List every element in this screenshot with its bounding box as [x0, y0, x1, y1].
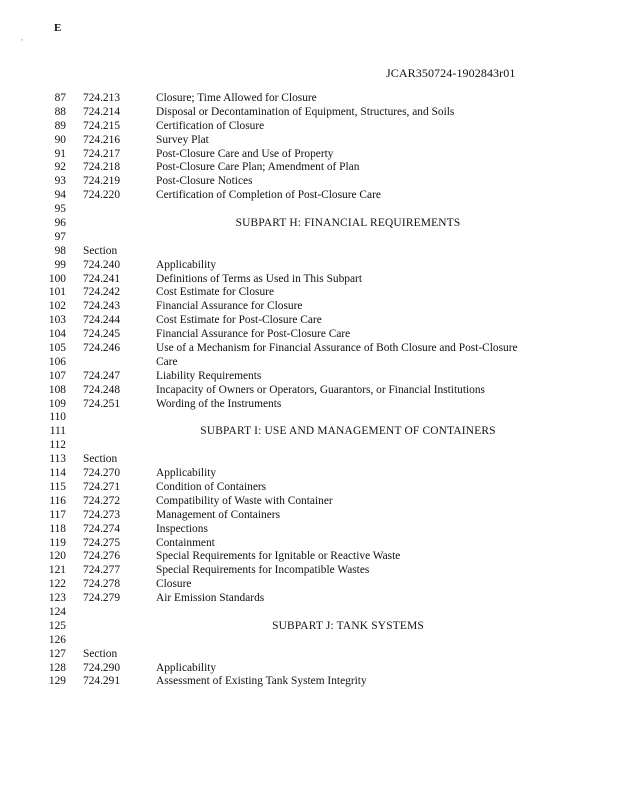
line-number: 95 [54, 203, 66, 216]
section-number: 724.243 [83, 300, 121, 313]
document-body [0, 92, 618, 689]
section-title: Applicability [156, 258, 217, 271]
section-number: 724.275 [83, 536, 121, 549]
section-number: 724.213 [83, 92, 121, 104]
line-number: 116 [49, 494, 66, 507]
section-title: Financial Assurance for Closure [156, 300, 303, 313]
line-number: 111 [49, 425, 66, 438]
line-number: 91 [54, 147, 66, 160]
section-column-label: Section [83, 647, 118, 660]
section-number: 724.274 [83, 522, 121, 535]
section-number: 724.273 [83, 508, 121, 521]
section-title: Cost Estimate for Post-Closure Care [156, 314, 322, 327]
document-line [0, 648, 618, 662]
document-line [0, 356, 618, 370]
subpart-heading: SUBPART J: TANK SYSTEMS [272, 619, 424, 632]
line-number: 103 [48, 314, 66, 327]
subpart-heading: SUBPART H: FINANCIAL REQUIREMENTS [235, 217, 461, 230]
section-number: 724.291 [83, 675, 121, 688]
section-title: Inspections [156, 522, 208, 535]
section-title: Compatibility of Waste with Container [156, 494, 333, 507]
document-line [0, 537, 618, 551]
tick-mark: , [21, 33, 23, 42]
line-number: 125 [48, 619, 66, 632]
section-title: Applicability [156, 661, 217, 674]
line-number: 106 [48, 355, 66, 368]
subpart-heading-line [0, 620, 618, 634]
line-number: 88 [54, 105, 66, 118]
section-title: Closure; Time Allowed for Closure [156, 92, 317, 104]
document-line [0, 495, 618, 509]
line-number: 101 [48, 286, 66, 299]
line-number: 92 [54, 161, 66, 174]
line-number: 100 [48, 272, 66, 285]
section-number: 724.272 [83, 494, 121, 507]
section-number: 724.240 [83, 258, 121, 271]
section-title: Post-Closure Care and Use of Property [156, 147, 334, 160]
line-number: 108 [48, 383, 66, 396]
section-title: Survey Plat [156, 133, 209, 146]
section-column-label: Section [83, 453, 118, 466]
line-number: 117 [49, 508, 66, 521]
section-title: Closure [156, 578, 192, 591]
line-number: 121 [48, 564, 66, 577]
document-line [0, 120, 618, 134]
section-title: Certification of Completion of Post-Closure Care [156, 189, 381, 202]
section-title: Applicability [156, 467, 217, 480]
section-title: Liability Requirements [156, 369, 262, 382]
line-number: 104 [48, 328, 66, 341]
section-title: Management of Containers [156, 508, 280, 521]
document-line [0, 259, 618, 273]
document-line [0, 175, 618, 189]
section-number: 724.219 [83, 175, 121, 188]
line-number: 127 [48, 647, 66, 660]
line-number: 114 [49, 467, 66, 480]
line-number: 112 [49, 439, 66, 452]
line-number: 107 [48, 369, 66, 382]
document-line [0, 245, 618, 259]
section-title: Post-Closure Notices [156, 175, 253, 188]
document-line [0, 161, 618, 175]
section-column-label: Section [83, 244, 118, 257]
section-number: 724.215 [83, 119, 121, 132]
document-line [0, 273, 618, 287]
line-number: 109 [48, 397, 66, 410]
subpart-heading: SUBPART I: USE AND MANAGEMENT OF CONTAINERS [200, 425, 496, 438]
section-number: 724.290 [83, 661, 121, 674]
line-number: 96 [54, 217, 66, 230]
section-number: 724.279 [83, 592, 121, 605]
section-title: Care [156, 355, 178, 368]
line-number: 126 [48, 633, 66, 646]
document-line [0, 92, 618, 106]
document-line [0, 314, 618, 328]
section-number: 724.217 [83, 147, 121, 160]
section-number: 724.216 [83, 133, 121, 146]
document-line [0, 106, 618, 120]
line-number: 102 [48, 300, 66, 313]
document-line [0, 411, 618, 425]
section-title: Incapacity of Owners or Operators, Guarantors, or Financial Institutions [156, 383, 485, 396]
section-number: 724.220 [83, 189, 121, 202]
section-number: 724.242 [83, 286, 121, 299]
section-title: Special Requirements for Ignitable or Reactive Waste [156, 550, 401, 563]
line-number: 99 [54, 258, 66, 271]
line-number: 89 [54, 119, 66, 132]
line-number: 123 [48, 592, 66, 605]
subpart-heading-line [0, 217, 618, 231]
section-title: Assessment of Existing Tank System Integrity [156, 675, 367, 688]
line-number: 122 [48, 578, 66, 591]
document-line [0, 662, 618, 676]
section-number: 724.248 [83, 383, 121, 396]
line-number: 113 [49, 453, 66, 466]
document-line [0, 370, 618, 384]
section-number: 724.241 [83, 272, 121, 285]
document-line [0, 675, 618, 689]
document-line [0, 550, 618, 564]
line-number: 110 [49, 411, 66, 424]
document-line [0, 453, 618, 467]
document-line [0, 509, 618, 523]
document-id: JCAR350724-1902843r01 [386, 66, 516, 80]
line-number: 98 [54, 244, 66, 257]
section-title: Condition of Containers [156, 480, 267, 493]
document-line [0, 606, 618, 620]
document-line [0, 189, 618, 203]
section-title: Wording of the Instruments [156, 397, 282, 410]
section-number: 724.277 [83, 564, 121, 577]
document-line [0, 148, 618, 162]
section-title: Special Requirements for Incompatible Wastes [156, 564, 370, 577]
document-line [0, 286, 618, 300]
document-line [0, 203, 618, 217]
section-title: Disposal or Decontamination of Equipment, Structures, and Soils [156, 105, 455, 118]
section-number: 724.246 [83, 342, 121, 355]
section-number: 724.214 [83, 105, 121, 118]
section-number: 724.251 [83, 397, 121, 410]
document-line [0, 439, 618, 453]
section-number: 724.247 [83, 369, 121, 382]
line-number: 118 [49, 522, 66, 535]
document-line [0, 634, 618, 648]
corner-mark: E [54, 22, 62, 34]
line-number: 105 [48, 342, 66, 355]
document-line [0, 578, 618, 592]
document-line [0, 342, 618, 356]
section-title: Post-Closure Care Plan; Amendment of Plan [156, 161, 360, 174]
section-title: Air Emission Standards [156, 592, 265, 605]
document-line [0, 592, 618, 606]
section-number: 724.276 [83, 550, 121, 563]
section-title: Definitions of Terms as Used in This Subpart [156, 272, 363, 285]
line-number: 128 [48, 661, 66, 674]
line-number: 90 [54, 133, 66, 146]
document-line [0, 564, 618, 578]
document-line [0, 523, 618, 537]
section-number: 724.271 [83, 480, 121, 493]
section-title: Containment [156, 536, 215, 549]
section-number: 724.270 [83, 467, 121, 480]
section-title: Use of a Mechanism for Financial Assurance of Both Closure and Post-Closure [156, 342, 518, 355]
document-line [0, 481, 618, 495]
line-number: 119 [49, 536, 66, 549]
subpart-heading-line [0, 425, 618, 439]
section-title: Financial Assurance for Post-Closure Care [156, 328, 351, 341]
section-number: 724.244 [83, 314, 121, 327]
document-line [0, 384, 618, 398]
section-number: 724.245 [83, 328, 121, 341]
document-line [0, 300, 618, 314]
document-line [0, 231, 618, 245]
line-number: 93 [54, 175, 66, 188]
document-line [0, 328, 618, 342]
line-number: 87 [54, 92, 66, 104]
section-number: 724.278 [83, 578, 121, 591]
section-title: Cost Estimate for Closure [156, 286, 275, 299]
section-title: Certification of Closure [156, 119, 265, 132]
line-number: 115 [49, 480, 66, 493]
document-line [0, 467, 618, 481]
document-line [0, 134, 618, 148]
section-number: 724.218 [83, 161, 121, 174]
line-number: 94 [54, 189, 66, 202]
line-number: 124 [48, 605, 66, 618]
line-number: 120 [48, 550, 66, 563]
line-number: 129 [48, 675, 66, 688]
document-line [0, 398, 618, 412]
line-number: 97 [54, 230, 66, 243]
